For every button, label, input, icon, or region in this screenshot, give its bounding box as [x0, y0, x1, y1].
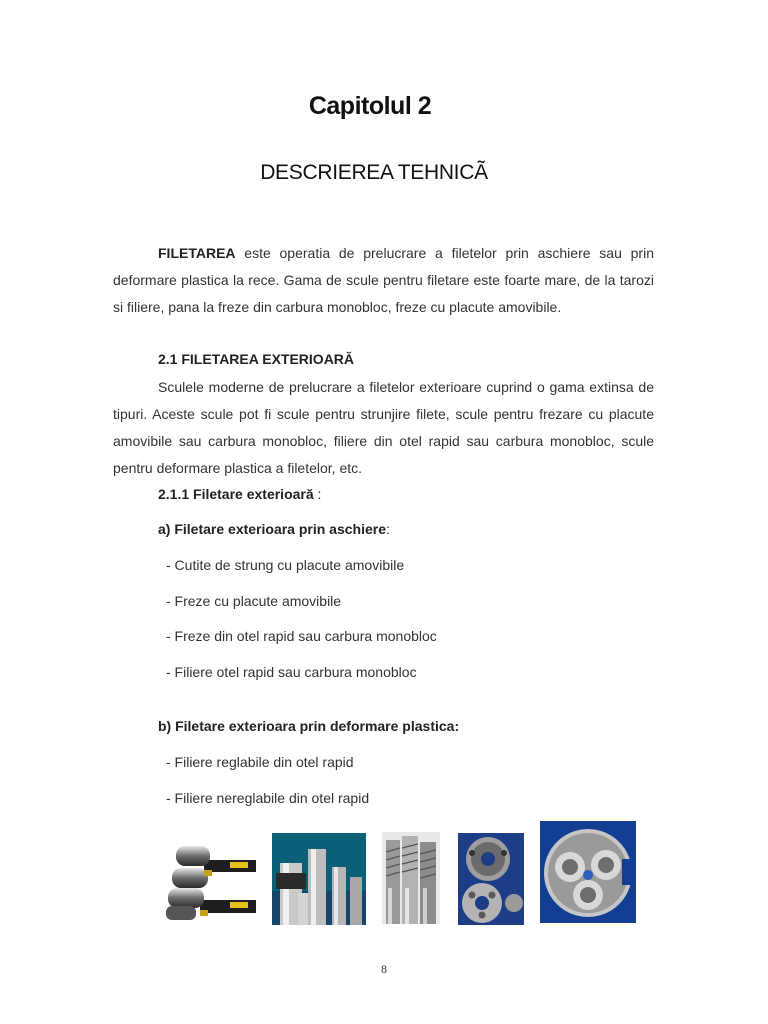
group-a-heading-suffix: : — [386, 521, 390, 537]
subsubsection-heading — [158, 486, 321, 502]
carbide-thread-mills-image — [382, 832, 440, 924]
subsubsection-heading-text: 2.1.1 Filetare exterioară — [158, 486, 314, 502]
tool-images-strip — [158, 820, 638, 926]
threading-dies-image — [458, 833, 524, 925]
intro-paragraph — [113, 240, 654, 321]
turning-tools-image — [160, 834, 256, 926]
section-title: DESCRIEREA TEHNICÃ — [260, 161, 488, 184]
intro-term: FILETAREA — [158, 245, 236, 261]
subsection-heading: 2.1 FILETAREA EXTERIOARĂ — [158, 351, 355, 367]
group-a-heading-text: a) Filetare exterioara prin aschiere — [158, 521, 386, 537]
list-item: - Cutite de strung cu placute amovibile — [166, 557, 405, 573]
thread-rolling-head-image — [540, 821, 636, 923]
group-a-heading — [158, 521, 390, 537]
list-item: - Filiere nereglabile din otel rapid — [166, 790, 370, 806]
list-item: - Filiere otel rapid sau carbura monobloc — [166, 664, 417, 680]
subsubsection-heading-suffix: : — [313, 486, 322, 502]
intro-text: este operatia de prelucrare a filetelor prin aschiere sau prin deformare plastica la rece. Gama de scule pentru filetare este foarte mare, de la tarozi si filiere, pana la freze din carbura monobloc, freze cu placute amovibile. — [113, 245, 654, 315]
chapter-title: Capitolul 2 — [308, 92, 432, 120]
group-b-heading: b) Filetare exterioara prin deformare plastica: — [158, 718, 460, 734]
list-item: - Filiere reglabile din otel rapid — [166, 754, 354, 770]
list-item: - Freze din otel rapid sau carbura monobloc — [166, 628, 437, 644]
subsection-paragraph — [113, 374, 654, 482]
page-number: 8 — [381, 962, 387, 976]
list-item: - Freze cu placute amovibile — [166, 593, 342, 609]
milling-cutters-image — [272, 833, 366, 925]
subsection-text: Sculele moderne de prelucrare a filetelor exterioare cuprind o gama extinsa de tipuri. Aceste scule pot fi scule pentru strunjire filete, scule pentru frezare cu placute amovibile sau carbura monobloc, filiere din otel rapid sau carbura monobloc, scule pentru deformare plastica a filetelor, etc. — [113, 379, 654, 476]
